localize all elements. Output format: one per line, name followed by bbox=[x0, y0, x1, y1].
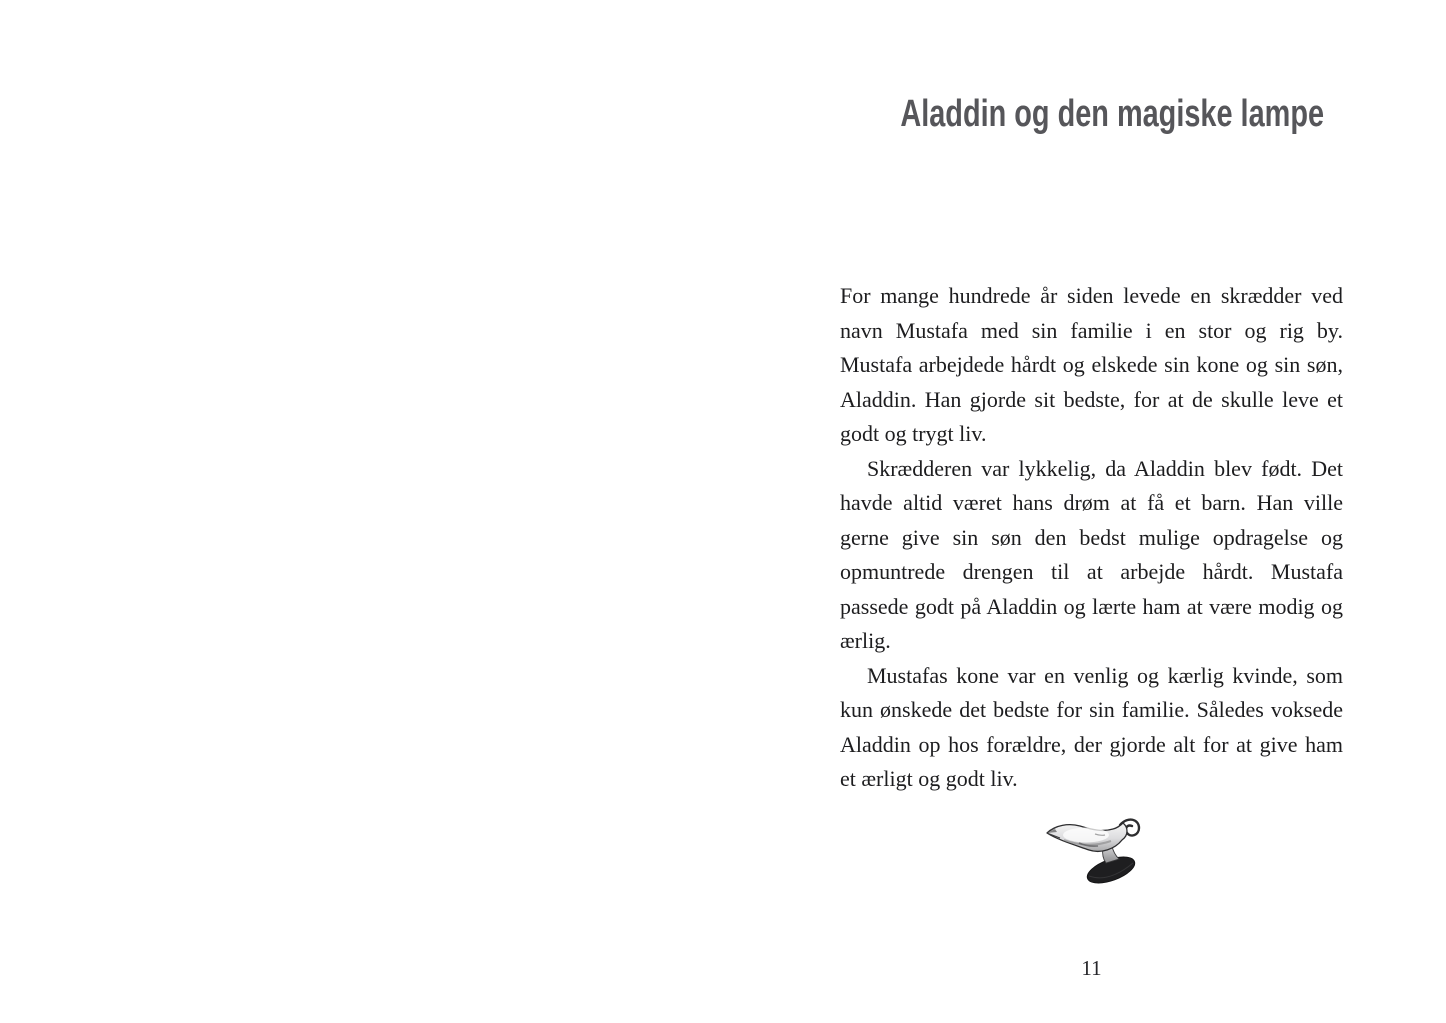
body-paragraph: Mustafas kone var en venlig og kærlig kvinde, som kun ønskede det bedste for sin familie. Således voksede Aladdin op hos forældre, der gjorde alt for at give ham et ærligt og godt liv. bbox=[840, 662, 1343, 791]
page-number: 11 bbox=[1081, 956, 1102, 980]
body-paragraph: Skrædderen var lykkelig, da Aladdin blev født. Det havde altid været hans drøm at få et barn. Han ville gerne give sin søn den bedst mulige opdragelse og opmuntrede drengen til at arbejde hårdt. Mustafa passede godt på Aladdin og lærte ham at være modig og ærlig. bbox=[840, 455, 1343, 653]
chapter-title: Aladdin og den magiske lampe bbox=[900, 93, 1325, 135]
genie-lamp-icon bbox=[1033, 813, 1165, 897]
body-paragraph: For mange hundrede år siden levede en skrædder ved navn Mustafa med sin familie i en stor og rig by. Mustafa arbejdede hårdt og elskede sin kone og sin søn, Aladdin. Han gjorde sit bedste, for at de skulle leve et godt og trygt liv. bbox=[840, 283, 1343, 446]
story-text bbox=[840, 279, 1343, 797]
right-page bbox=[723, 0, 1446, 1023]
